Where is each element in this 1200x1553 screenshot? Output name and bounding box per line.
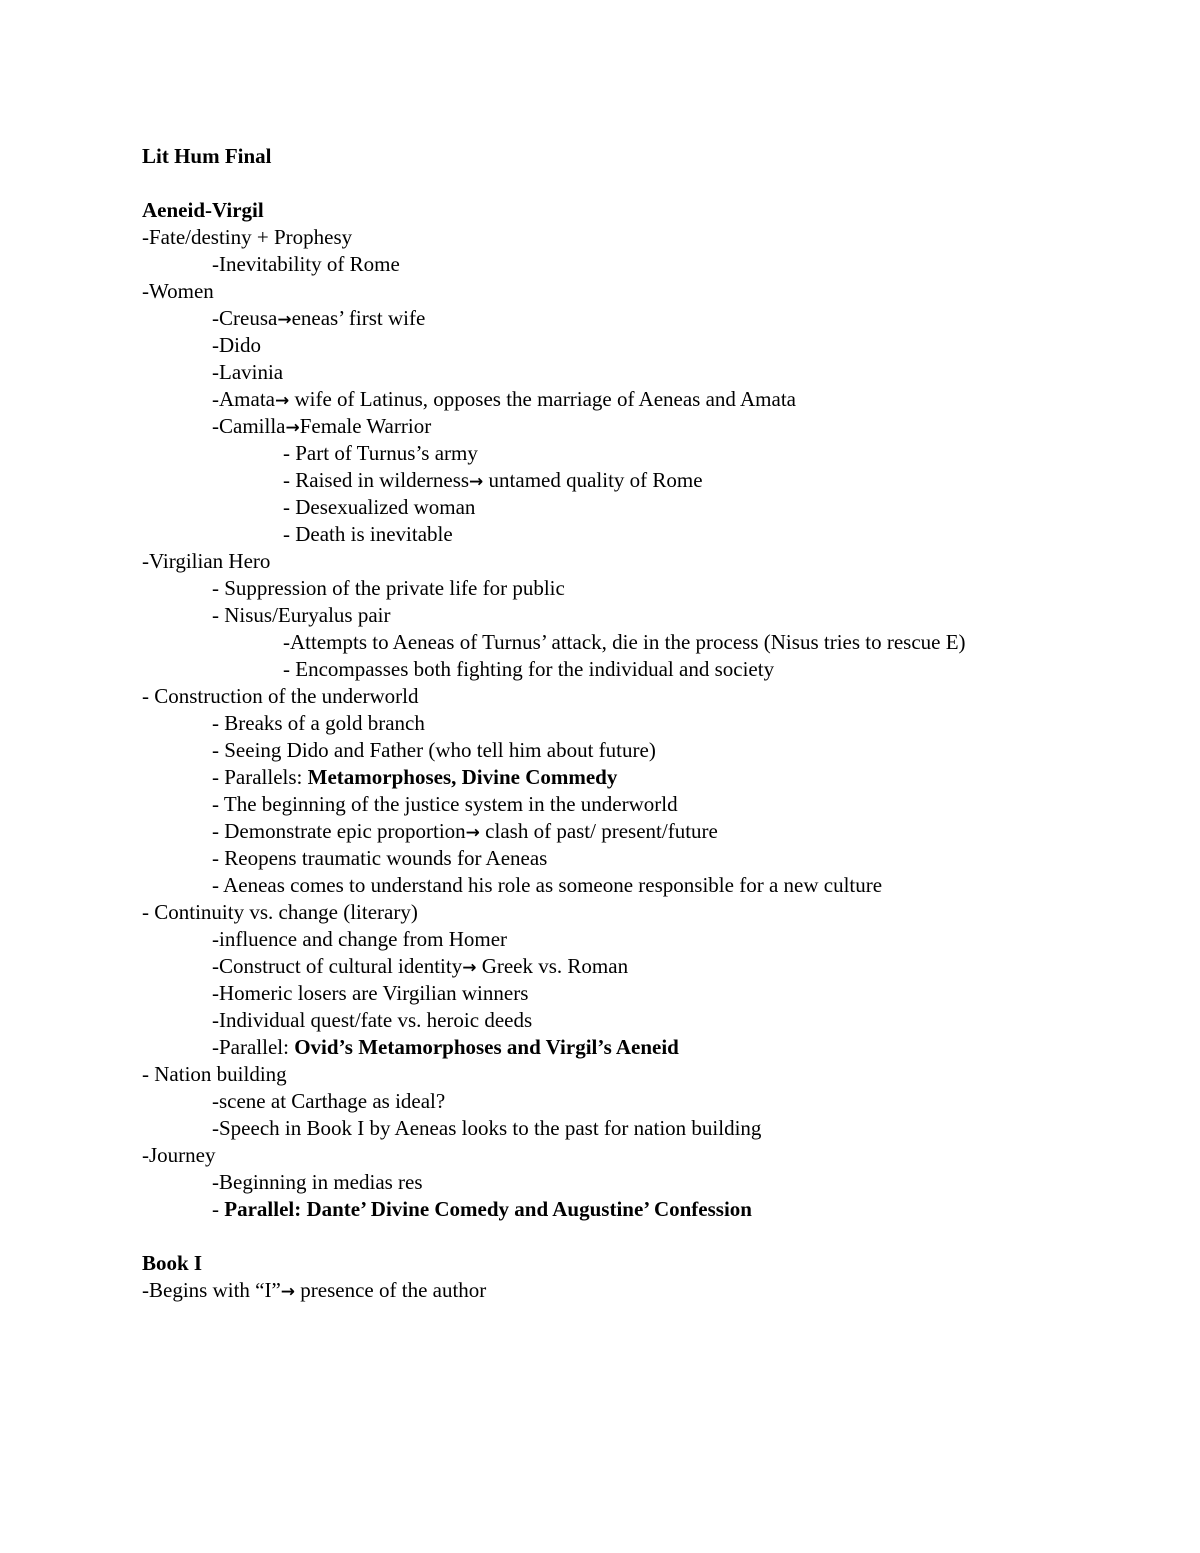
note-hero-2a: -Attempts to Aeneas of Turnus’ attack, die in the process (Nisus tries to rescue E) bbox=[283, 630, 966, 654]
note-creusa bbox=[212, 305, 425, 332]
note-creusa-text: eneas’ first wife bbox=[291, 306, 426, 330]
note-journey: -Journey bbox=[142, 1143, 216, 1167]
arrow-right-icon: → bbox=[462, 958, 477, 978]
note-camilla bbox=[212, 413, 431, 440]
note-journey-2 bbox=[212, 1196, 752, 1223]
note-dido: -Dido bbox=[212, 333, 261, 357]
document-title: Lit Hum Final bbox=[142, 144, 272, 168]
note-under-2: - Seeing Dido and Father (who tell him about future) bbox=[212, 738, 656, 762]
note-hero-1: - Suppression of the private life for public bbox=[212, 576, 565, 600]
note-camilla-2 bbox=[283, 467, 703, 494]
note-amata bbox=[212, 386, 796, 413]
section-heading-book1: Book I bbox=[142, 1251, 203, 1275]
arrow-right-icon: → bbox=[469, 472, 484, 492]
arrow-right-icon: → bbox=[277, 310, 292, 330]
arrow-right-icon: → bbox=[274, 391, 290, 411]
note-nation: - Nation building bbox=[142, 1062, 287, 1086]
note-camilla-2-label: - Raised in wilderness bbox=[283, 468, 470, 492]
arrow-right-icon: → bbox=[465, 823, 480, 843]
note-amata-label: -Amata bbox=[212, 387, 275, 411]
note-camilla-2-text: untamed quality of Rome bbox=[483, 468, 703, 492]
note-journey-2-dash: - bbox=[212, 1197, 225, 1221]
note-under-5-label: - Demonstrate epic proportion bbox=[212, 819, 466, 843]
note-camilla-3: - Desexualized woman bbox=[283, 495, 476, 519]
note-fate: -Fate/destiny + Prophesy bbox=[142, 225, 353, 249]
note-under-7: - Aeneas comes to understand his role as someone responsible for a new culture bbox=[212, 873, 883, 897]
note-book1-1 bbox=[142, 1277, 486, 1304]
note-under-3 bbox=[212, 764, 617, 791]
note-camilla-4: - Death is inevitable bbox=[283, 522, 453, 546]
note-cont-1: -influence and change from Homer bbox=[212, 927, 508, 951]
note-nation-2: -Speech in Book I by Aeneas looks to the past for nation building bbox=[212, 1116, 762, 1140]
note-underworld: - Construction of the underworld bbox=[142, 684, 419, 708]
note-hero-2: - Nisus/Euryalus pair bbox=[212, 603, 391, 627]
note-cont-2-text: Greek vs. Roman bbox=[476, 954, 629, 978]
note-nation-1: -scene at Carthage as ideal? bbox=[212, 1089, 446, 1113]
note-book1-1-text: presence of the author bbox=[295, 1278, 487, 1302]
note-cont-5-works: Ovid’s Metamorphoses and Virgil’s Aeneid bbox=[294, 1035, 679, 1059]
note-camilla-text: Female Warrior bbox=[299, 414, 432, 438]
note-cont-2-label: -Construct of cultural identity bbox=[212, 954, 463, 978]
note-women: -Women bbox=[142, 279, 214, 303]
note-under-5 bbox=[212, 818, 718, 845]
note-journey-2-works: Parallel: Dante’ Divine Comedy and Augustine’ Confession bbox=[224, 1197, 752, 1221]
note-fate-sub: -Inevitability of Rome bbox=[212, 252, 400, 276]
note-under-5-text: clash of past/ present/future bbox=[479, 819, 718, 843]
note-under-3-works: Metamorphoses, Divine Commedy bbox=[307, 765, 618, 789]
note-cont-5 bbox=[212, 1034, 679, 1061]
note-lavinia: -Lavinia bbox=[212, 360, 284, 384]
note-hero: -Virgilian Hero bbox=[142, 549, 271, 573]
note-amata-text: wife of Latinus, opposes the marriage of Aeneas and Amata bbox=[289, 387, 796, 411]
note-camilla-1: - Part of Turnus’s army bbox=[283, 441, 478, 465]
note-cont-4: -Individual quest/fate vs. heroic deeds bbox=[212, 1008, 533, 1032]
note-cont-2 bbox=[212, 953, 628, 980]
note-under-4: - The beginning of the justice system in the underworld bbox=[212, 792, 678, 816]
note-cont-5-label: -Parallel: bbox=[212, 1035, 295, 1059]
note-camilla-label: -Camilla bbox=[212, 414, 286, 438]
note-cont-3: -Homeric losers are Virgilian winners bbox=[212, 981, 529, 1005]
note-under-3-label: - Parallels: bbox=[212, 765, 308, 789]
section-heading-aeneid: Aeneid-Virgil bbox=[142, 198, 264, 222]
note-creusa-label: -Creusa bbox=[212, 306, 278, 330]
note-book1-1-label: -Begins with “I” bbox=[142, 1278, 281, 1302]
note-under-1: - Breaks of a gold branch bbox=[212, 711, 425, 735]
note-hero-2b: - Encompasses both fighting for the individual and society bbox=[283, 657, 775, 681]
note-journey-1: -Beginning in medias res bbox=[212, 1170, 423, 1194]
note-continuity: - Continuity vs. change (literary) bbox=[142, 900, 418, 924]
arrow-right-icon: → bbox=[285, 418, 300, 438]
note-under-6: - Reopens traumatic wounds for Aeneas bbox=[212, 846, 548, 870]
arrow-right-icon: → bbox=[280, 1282, 296, 1302]
